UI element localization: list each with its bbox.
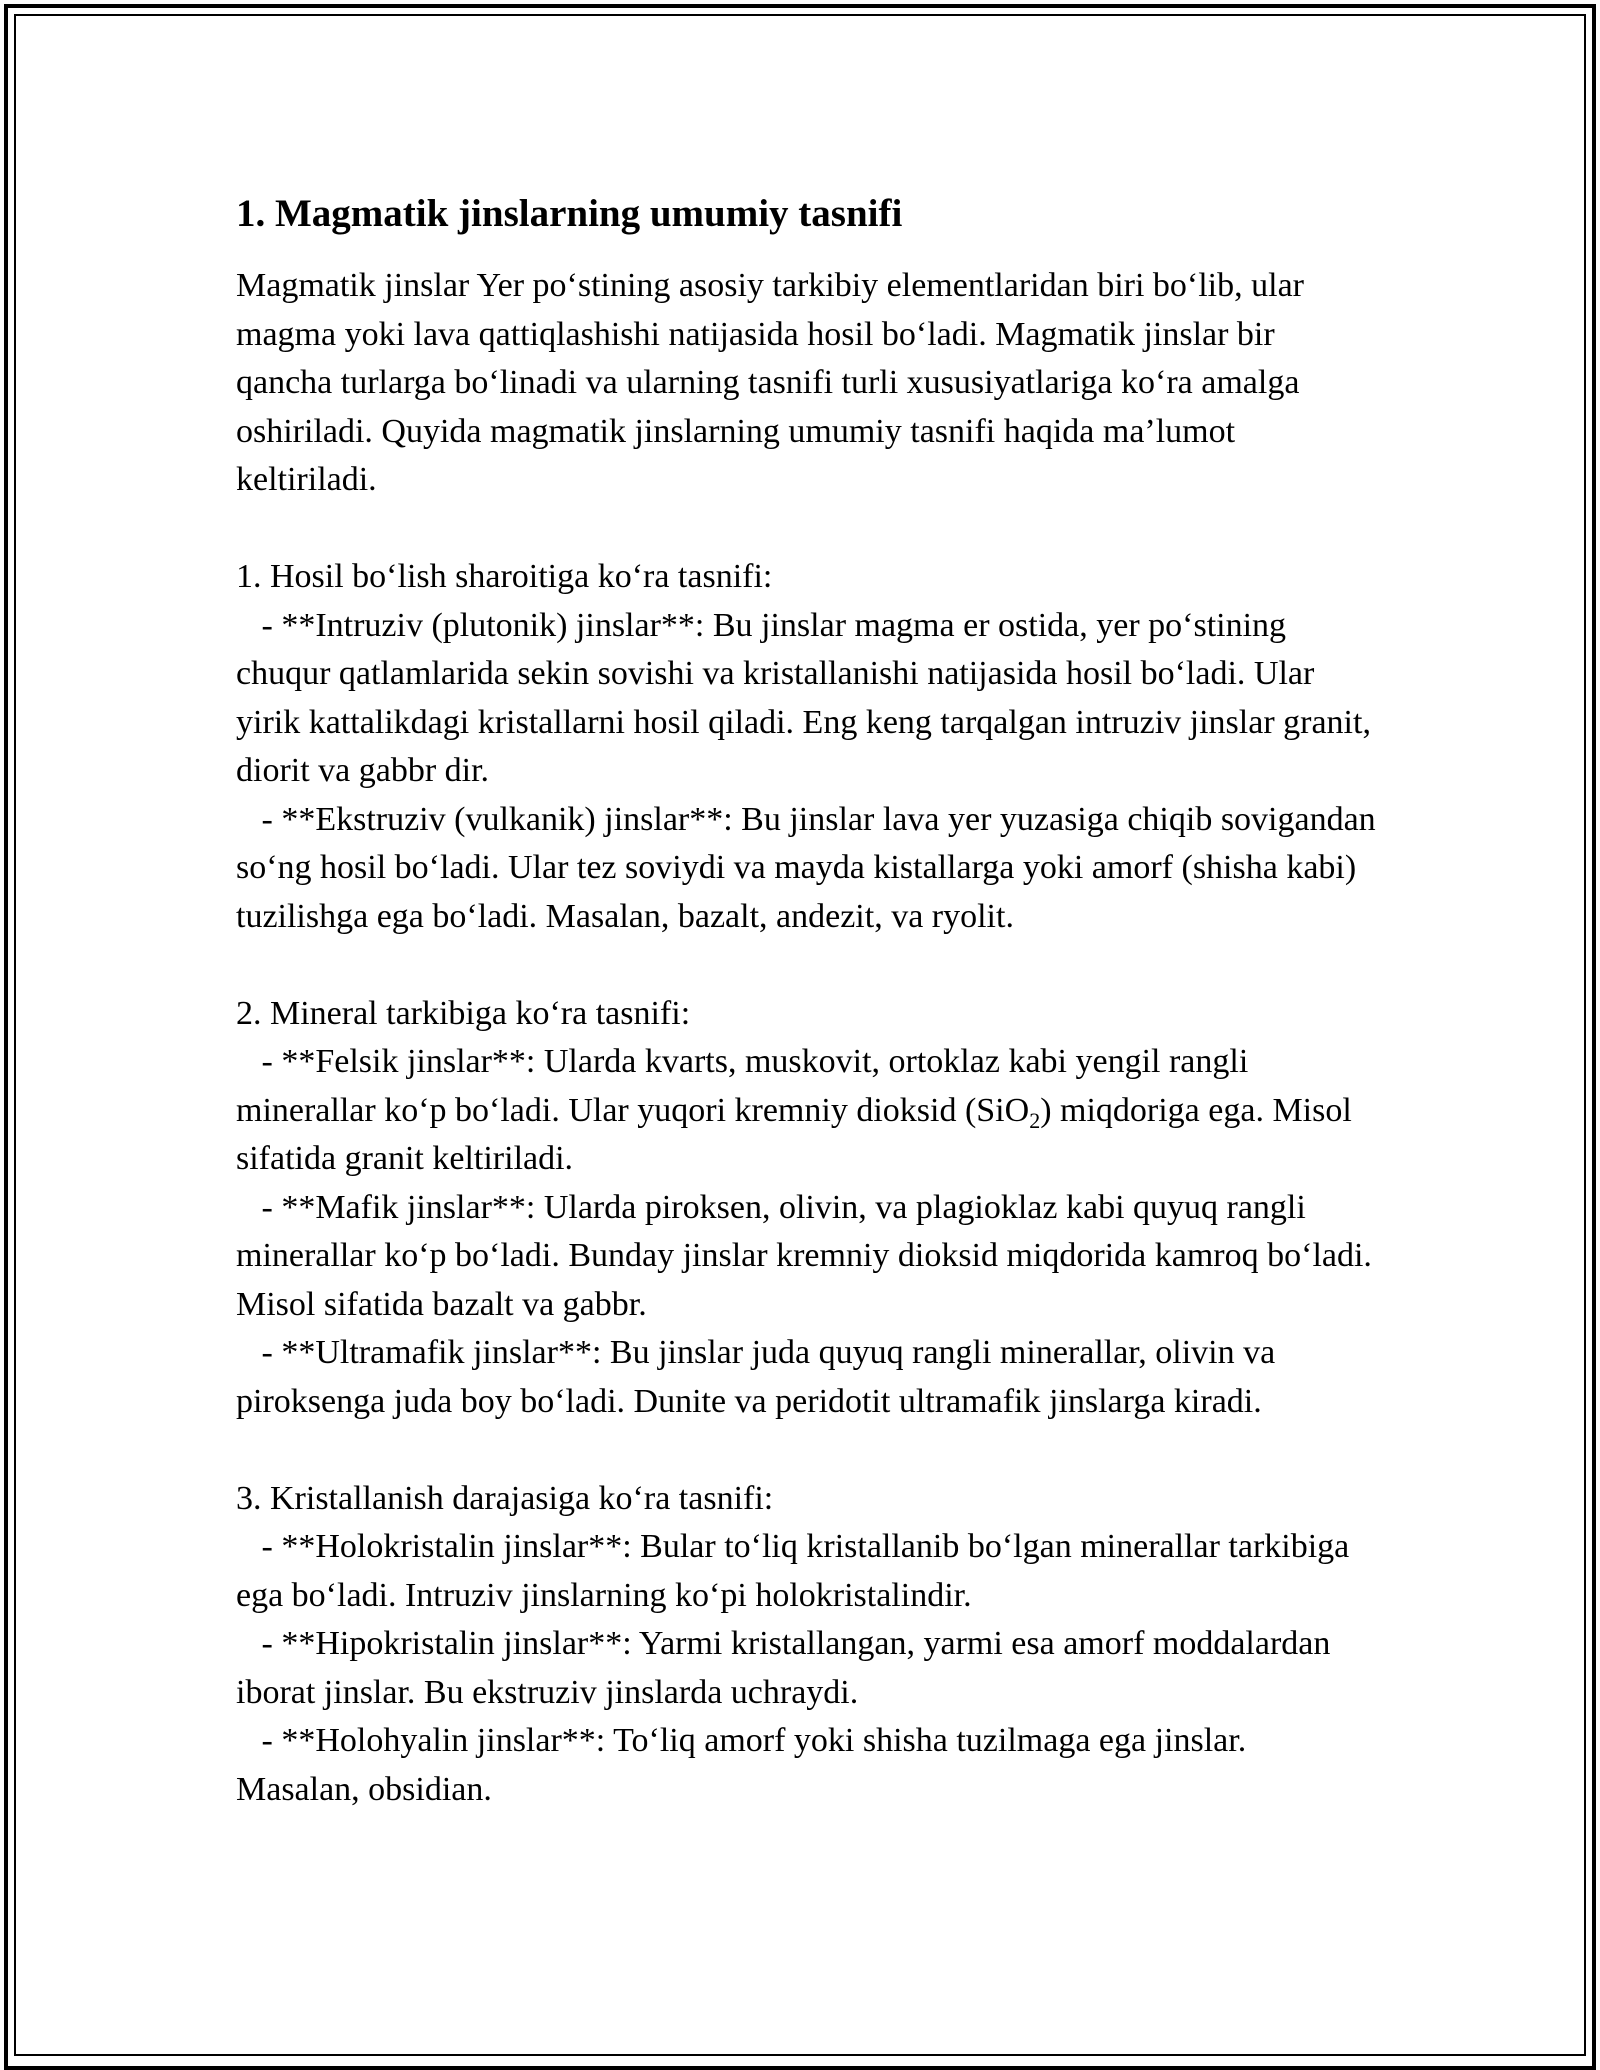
document-heading: 1. Magmatik jinslarning umumiy tasnifi: [236, 192, 903, 235]
list-item: - **Holohyalin jinslar**: To‘liq amorf yoki shisha tuzilmaga ega jinslar. Masalan, obsidian.: [236, 1722, 1247, 1808]
document-body: [236, 186, 1376, 1814]
section-title: 2. Mineral tarkibiga ko‘ra tasnifi:: [236, 994, 691, 1032]
list-item: - **Felsik jinslar**: Ularda kvarts, muskovit, ortoklaz kabi yengil rangli minerallar ko‘p bo‘ladi. Ular yuqori kremniy dioksid (SiO$_2$) miqdoriga ega. Misol sifatida granit keltiriladi.: [236, 1043, 1352, 1177]
list-item: - **Ekstruziv (vulkanik) jinslar**: Bu jinslar lava yer yuzasiga chiqib sovigandan so‘ng hosil bo‘ladi. Ular tez soviydi va mayda kistallarga yoki amorf (shisha kabi) tuzilishga ega bo‘ladi. Masalan, bazalt, andezit, va ryolit.: [236, 800, 1376, 935]
list-item: - **Hipokristalin jinslar**: Yarmi kristallangan, yarmi esa amorf moddalardan iborat jinslar. Bu ekstruziv jinslarda uchraydi.: [236, 1625, 1331, 1711]
section-crystallization: [236, 1475, 1376, 1815]
list-item: - **Intruziv (plutonik) jinslar**: Bu jinslar magma er ostida, yer po‘stining chuqur qatlamlarida sekin sovishi va kristallanishi natijasida hosil bo‘ladi. Ular yirik kattalikdagi kristallarni hosil qiladi. Eng keng tarqalgan intruziv jinslar granit, diorit va gabbr dir.: [236, 606, 1371, 789]
list-item: - **Ultramafik jinslar**: Bu jinslar juda quyuq rangli minerallar, olivin va piroksenga juda boy bo‘ladi. Dunite va peridotit ultramafik jinslarga kiradi.: [236, 1334, 1276, 1420]
intro-paragraph: Magmatik jinslar Yer po‘stining asosiy tarkibiy elementlaridan biri bo‘lib, ular magma yoki lava qattiqlashishi natijasida hosil bo‘ladi. Magmatik jinslar bir qancha turlarga bo‘linadi va ularning tasnifi turli xususiyatlariga ko‘ra amalga oshiriladi. Quyida magmatik jinslarning umumiy tasnifi haqida ma’lumot keltiriladi.: [236, 267, 1304, 498]
section-formation: [236, 553, 1376, 941]
list-item: - **Holokristalin jinslar**: Bular to‘liq kristallanib bo‘lgan minerallar tarkibiga ega bo‘ladi. Intruziv jinslarning ko‘pi holokristalindir.: [236, 1528, 1350, 1614]
section-mineral: [236, 990, 1376, 1427]
section-title: 1. Hosil bo‘lish sharoitiga ko‘ra tasnifi:: [236, 558, 773, 595]
section-title: 3. Kristallanish darajasiga ko‘ra tasnifi:: [236, 1479, 774, 1517]
list-item: - **Mafik jinslar**: Ularda piroksen, olivin, va plagioklaz kabi quyuq rangli minerallar ko‘p bo‘ladi. Bunday jinslar kremniy dioksid miqdorida kamroq bo‘ladi. Misol sifatida bazalt va gabbr.: [236, 1188, 1372, 1323]
